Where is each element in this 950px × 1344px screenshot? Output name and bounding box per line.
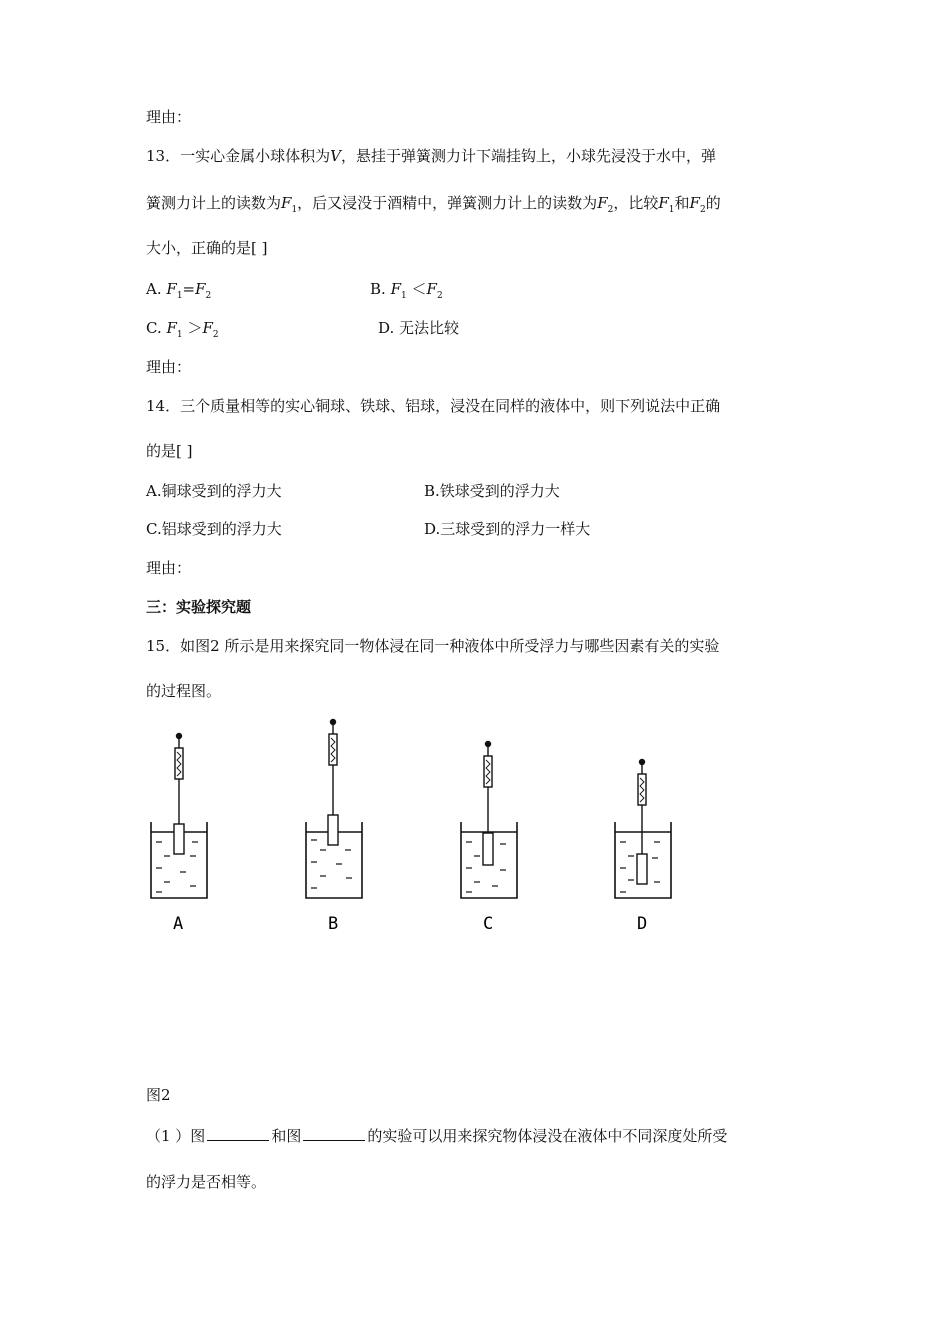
q13-option-b-prefix: B. <box>370 280 386 298</box>
q13-text-2a: 簧测力计上的读数为 <box>146 194 282 212</box>
q13-text-2e: 的 <box>705 194 721 212</box>
beaker-d <box>615 822 671 898</box>
q15-sub1-c: 的实验可以用来探究物体浸没在液体中不同深度处所受 <box>367 1127 728 1145</box>
f2-symbol-b: F <box>689 194 700 212</box>
q13-text-2b: ，后又浸没于酒精中，弹簧测力计上的读数为 <box>297 194 598 212</box>
q13-text-1: 13．一实心金属小球体积为 <box>146 147 331 165</box>
q13-option-b-sub2: 2 <box>436 291 443 301</box>
figure-label-c: C <box>483 914 494 934</box>
hook-d <box>640 760 645 765</box>
q13-option-c-f2: F <box>202 319 213 337</box>
q15-sub1-a: （1 ）图 <box>146 1127 206 1145</box>
figure-label-d: D <box>637 914 648 934</box>
q13-option-b-f2: F <box>426 280 437 298</box>
object-a <box>174 824 184 854</box>
figure-a <box>151 734 207 899</box>
q13-option-c-rel: ＞ <box>187 319 203 337</box>
f2-symbol: F <box>597 194 608 212</box>
hook-a <box>177 734 182 739</box>
q13-option-a-f1: F <box>166 280 177 298</box>
q13-line1 <box>146 146 716 166</box>
q13-option-b-f1: F <box>390 280 401 298</box>
beaker-a <box>151 822 207 898</box>
f1-symbol: F <box>281 194 292 212</box>
q13-line2 <box>146 193 721 220</box>
q13-option-c-f1: F <box>166 319 177 337</box>
hook-c <box>486 742 491 747</box>
q13-option-b-rel: ＜ <box>411 280 427 298</box>
q15-line1: 15．如图2 所示是用来探究同一物体浸在同一种液体中所受浮力与哪些因素有关的实验 <box>146 637 720 655</box>
figure-c <box>461 742 517 899</box>
beaker-b <box>306 822 362 898</box>
q13-option-a-sub1: 1 <box>176 291 183 301</box>
q15-sub1-line2: 的浮力是否相等。 <box>146 1173 267 1191</box>
blank-2[interactable] <box>303 1126 365 1141</box>
q13-text-1b: ，悬挂于弹簧测力计下端挂钩上，小球先浸没于水中，弹 <box>340 147 716 165</box>
q14-line1: 14．三个质量相等的实心铜球、铁球、铝球，浸没在同样的液体中，则下列说法中正确 <box>146 397 721 415</box>
q14-option-d: D.三球受到的浮力一样大 <box>424 520 591 538</box>
reason-label-q12: 理由： <box>146 108 192 126</box>
q13-option-a-rel: = <box>182 280 196 298</box>
f1-symbol-b: F <box>658 194 669 212</box>
q14-option-b: B.铁球受到的浮力大 <box>424 482 560 500</box>
object-c <box>483 833 493 865</box>
reason-label-q14: 理由： <box>146 559 192 577</box>
f1-sub-b: 1 <box>668 205 675 215</box>
hook-b <box>331 720 336 725</box>
q14-option-c: C.铝球受到的浮力大 <box>146 520 282 538</box>
q13-option-c <box>146 318 219 345</box>
f2-sub-b: 2 <box>699 205 706 215</box>
experiment-figure <box>140 712 720 942</box>
blank-1[interactable] <box>207 1126 269 1141</box>
figure-caption: 图2 <box>146 1086 171 1104</box>
f2-sub: 2 <box>607 205 614 215</box>
object-d <box>637 854 647 884</box>
figure-b <box>306 720 362 899</box>
q13-text-2c: ，比较 <box>613 194 659 212</box>
q14-line2: 的是[ ] <box>146 442 193 460</box>
q15-sub1-b: 和图 <box>271 1127 302 1145</box>
object-b <box>328 815 338 845</box>
q13-option-c-sub2: 2 <box>212 330 219 340</box>
q13-option-a <box>146 279 211 306</box>
f1-sub: 1 <box>291 205 298 215</box>
q13-option-c-sub1: 1 <box>176 330 183 340</box>
q13-option-d: D. 无法比较 <box>378 319 460 337</box>
q14-option-a: A.铜球受到的浮力大 <box>146 482 282 500</box>
q15-line2: 的过程图。 <box>146 682 222 700</box>
section-title: 三：实验探究题 <box>146 598 252 616</box>
q13-option-b-sub1: 1 <box>401 291 407 301</box>
q13-text-2d: 和 <box>674 194 690 212</box>
q13-option-a-f2: F <box>195 280 206 298</box>
figure-label-a: A <box>173 914 184 934</box>
reason-label-q13: 理由： <box>146 358 192 376</box>
figure-label-b: B <box>328 914 339 934</box>
q13-option-a-sub2: 2 <box>205 291 212 301</box>
figure-d <box>615 760 671 899</box>
q13-volume-symbol: V <box>330 147 341 165</box>
q13-option-a-prefix: A. <box>146 280 162 298</box>
q13-option-c-prefix: C. <box>146 319 162 337</box>
q13-option-b <box>370 279 443 306</box>
q13-line3: 大小，正确的是[ ] <box>146 239 268 257</box>
q15-sub1-line1 <box>146 1126 727 1146</box>
